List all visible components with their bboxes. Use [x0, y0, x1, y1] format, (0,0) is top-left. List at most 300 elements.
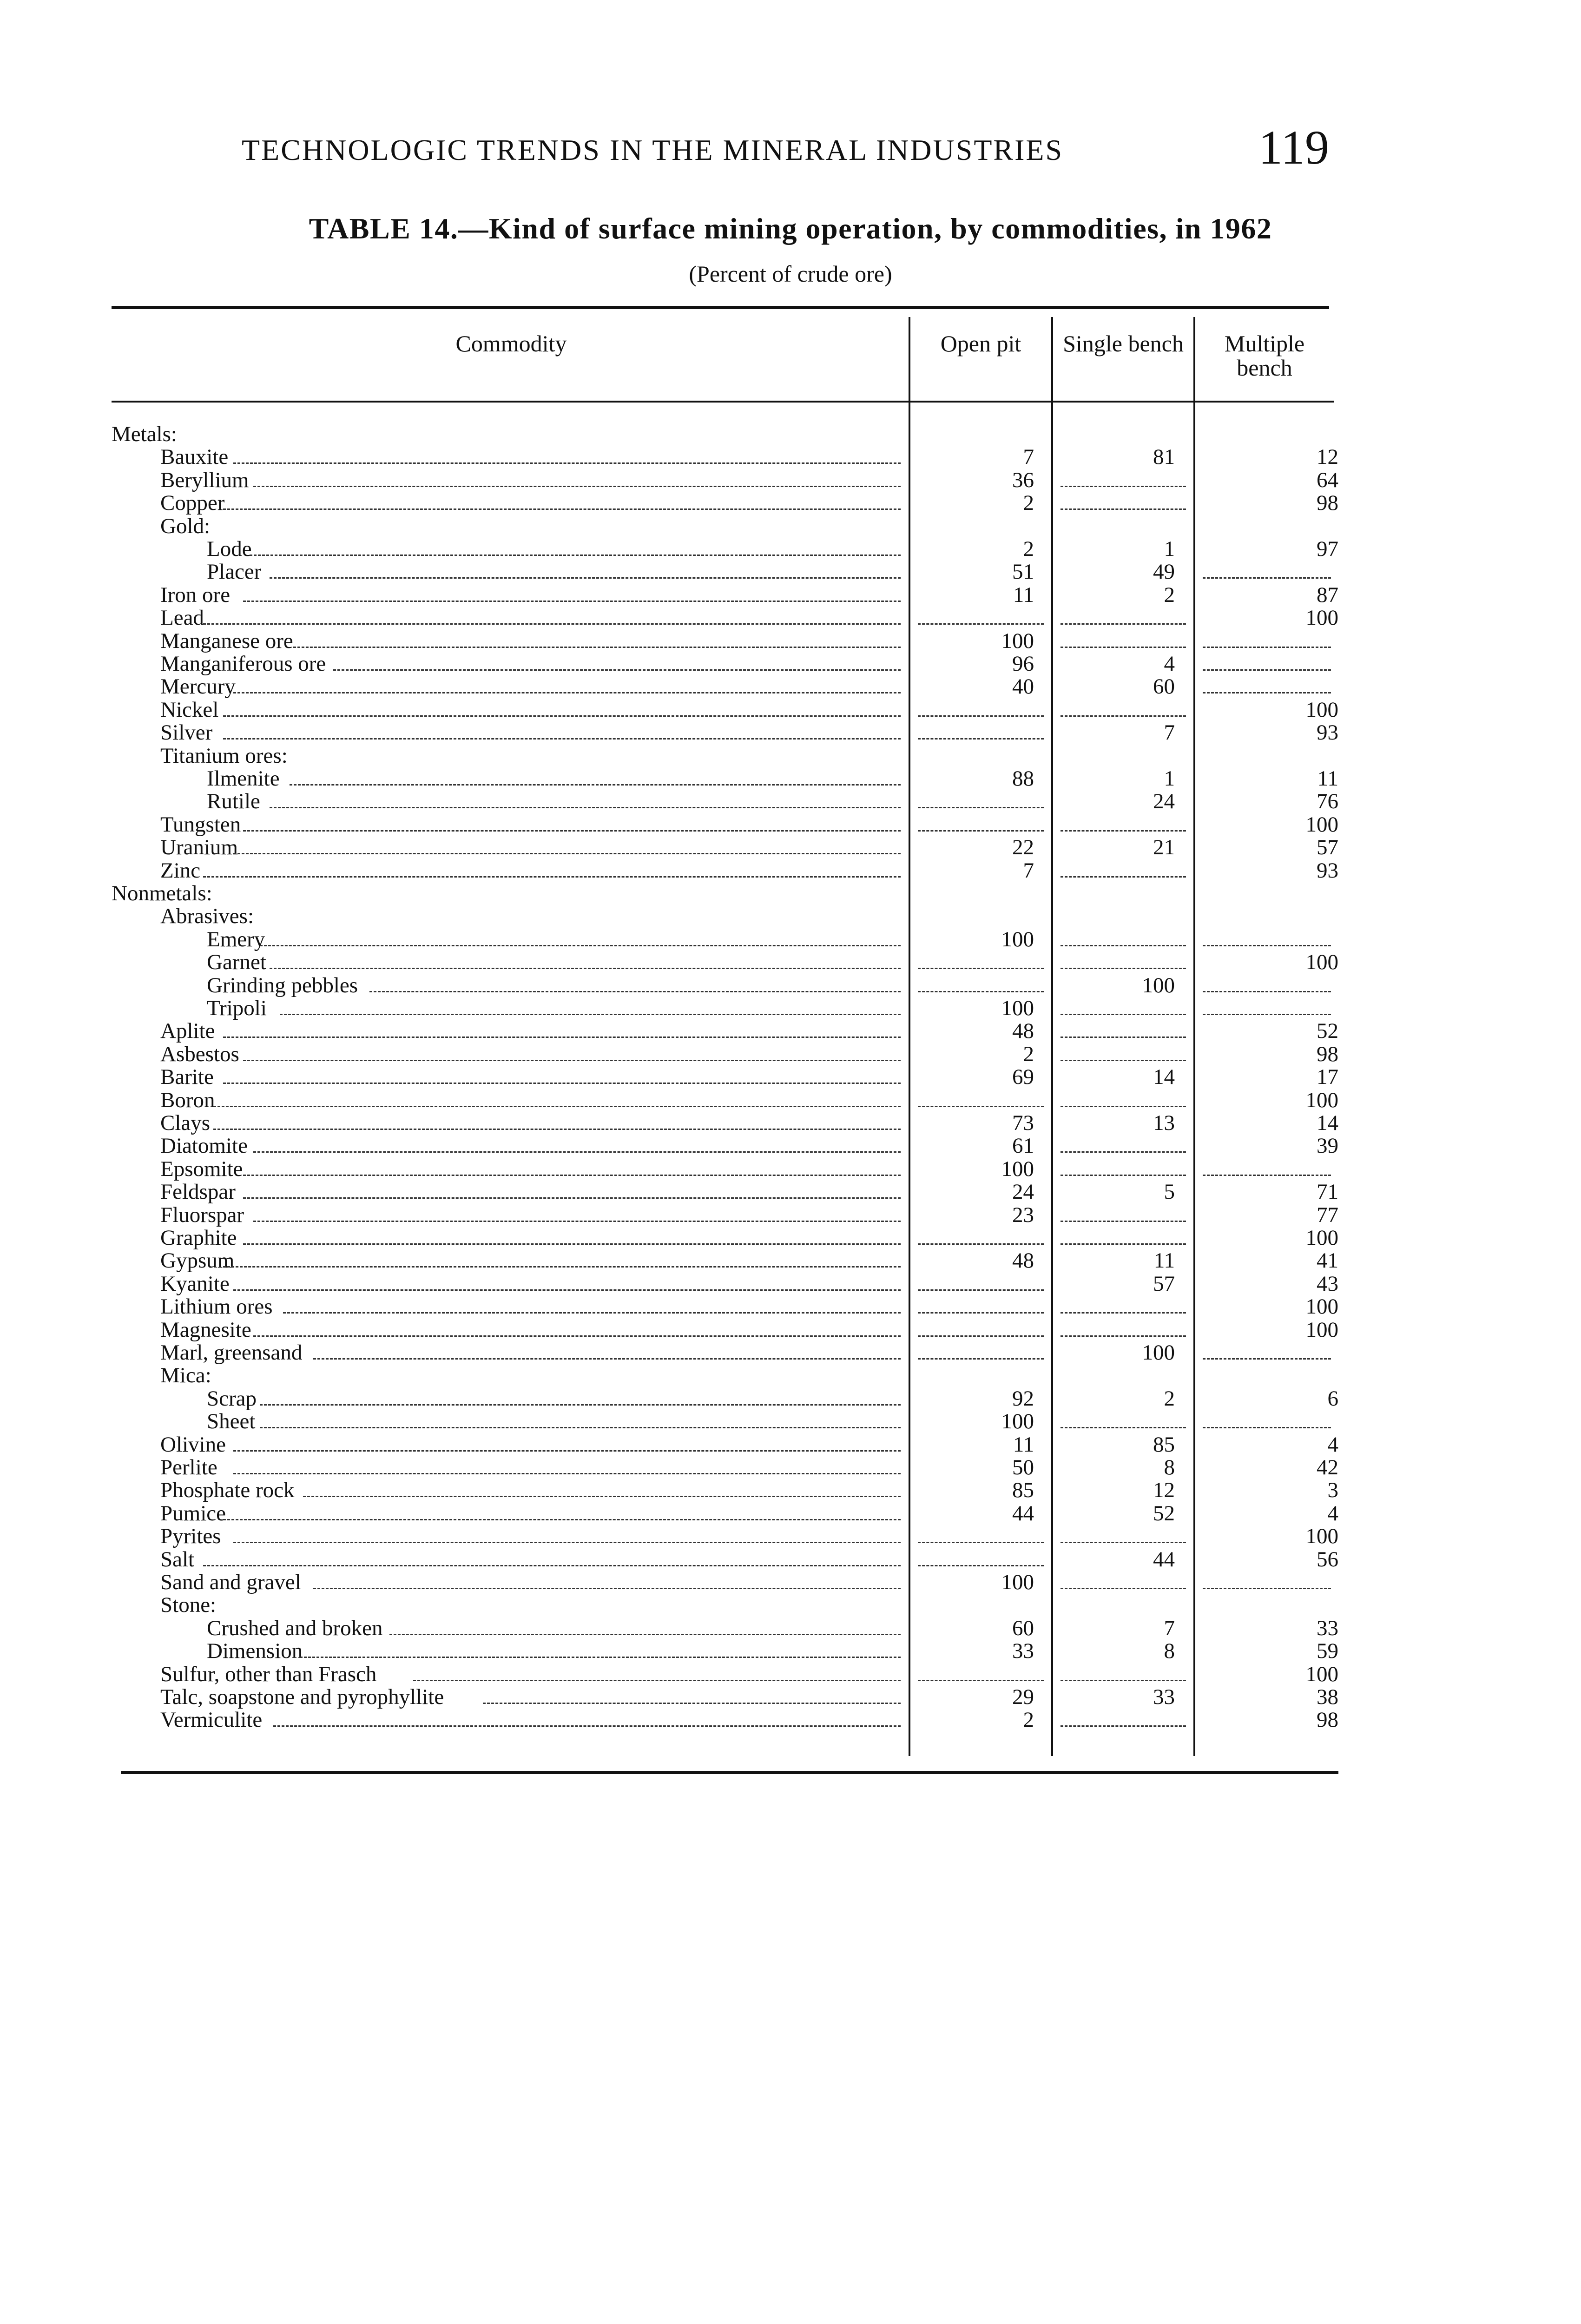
table-row — [0, 653, 1581, 675]
table-row — [0, 699, 1581, 721]
table-row — [0, 721, 1581, 744]
open-pit-cell — [910, 1640, 1051, 1663]
table-row — [0, 1204, 1581, 1227]
commodity-label: Sulfur, other than Frasch — [160, 1662, 377, 1686]
table-row — [0, 423, 1581, 446]
open-pit-cell — [910, 1158, 1051, 1181]
multiple-bench-value: 98 — [1317, 491, 1338, 515]
commodity-label: Sand and gravel — [160, 1570, 301, 1594]
empty-cell-dashes — [918, 1542, 1044, 1543]
commodity-label: Boron — [160, 1088, 215, 1112]
single-bench-cell — [1053, 1066, 1193, 1089]
multiple-bench-cell — [1195, 584, 1338, 607]
open-pit-value: 36 — [1012, 468, 1034, 492]
open-pit-cell — [910, 790, 1051, 813]
multiple-bench-value: 100 — [1305, 1317, 1338, 1342]
single-bench-cell — [1053, 1663, 1193, 1686]
multiple-bench-value: 38 — [1317, 1685, 1338, 1709]
table-row — [0, 1387, 1581, 1410]
commodity-label: Barite — [160, 1065, 214, 1089]
single-bench-cell — [1053, 561, 1193, 583]
single-bench-cell — [1053, 469, 1193, 492]
multiple-bench-value: 98 — [1317, 1042, 1338, 1066]
empty-cell-dashes — [918, 830, 1044, 832]
single-bench-cell — [1053, 699, 1193, 721]
multiple-bench-cell — [1195, 1617, 1338, 1640]
multiple-bench-value: 97 — [1317, 537, 1338, 561]
open-pit-value: 96 — [1012, 652, 1034, 676]
commodity-label: Gold: — [160, 514, 211, 538]
dot-leader — [233, 853, 901, 854]
dot-leader — [243, 1243, 901, 1245]
single-bench-value: 11 — [1153, 1248, 1175, 1273]
single-bench-cell — [1053, 859, 1193, 882]
open-pit-value: 61 — [1012, 1134, 1034, 1158]
empty-cell-dashes — [1203, 991, 1331, 992]
empty-cell-dashes — [1061, 1175, 1186, 1176]
empty-cell-dashes — [1061, 876, 1186, 878]
table-row — [0, 1502, 1581, 1525]
multiple-bench-cell — [1195, 1227, 1338, 1249]
commodity-label: Tungsten — [160, 812, 241, 837]
open-pit-cell — [910, 1227, 1051, 1249]
multiple-bench-value: 100 — [1305, 1662, 1338, 1686]
open-pit-value: 88 — [1012, 766, 1034, 791]
open-pit-cell — [910, 1387, 1051, 1410]
table-row — [0, 1709, 1581, 1731]
table-row — [0, 469, 1581, 492]
single-bench-value: 1 — [1164, 537, 1175, 561]
multiple-bench-cell — [1195, 1319, 1338, 1341]
open-pit-value: 44 — [1012, 1501, 1034, 1525]
column-header-multiple-bench: Multiple bench — [1224, 330, 1305, 381]
dot-leader — [213, 1106, 901, 1107]
open-pit-cell — [910, 699, 1051, 721]
commodity-label: Scrap — [207, 1386, 257, 1411]
dot-leader — [233, 1289, 901, 1291]
multiple-bench-value: 33 — [1317, 1616, 1338, 1640]
multiple-bench-value: 93 — [1317, 858, 1338, 883]
commodity-label: Lead — [160, 606, 204, 630]
single-bench-value: 4 — [1164, 652, 1175, 676]
multiple-bench-cell — [1195, 928, 1338, 951]
table-row — [0, 1548, 1581, 1571]
open-pit-value: 51 — [1012, 560, 1034, 584]
open-pit-cell — [910, 1617, 1051, 1640]
single-bench-cell — [1053, 1479, 1193, 1502]
empty-cell-dashes — [918, 807, 1044, 808]
multiple-bench-cell — [1195, 1273, 1338, 1295]
table-row — [0, 1410, 1581, 1433]
commodity-label: Magnesite — [160, 1317, 251, 1342]
dot-leader — [203, 1565, 901, 1566]
dot-leader — [253, 486, 901, 487]
dot-leader — [243, 1197, 901, 1199]
single-bench-cell — [1053, 721, 1193, 744]
dot-leader — [223, 1266, 901, 1268]
empty-cell-dashes — [1061, 968, 1186, 969]
dot-leader — [290, 784, 901, 786]
open-pit-value: 48 — [1012, 1248, 1034, 1273]
table-row — [0, 1617, 1581, 1640]
single-bench-cell — [1053, 928, 1193, 951]
table-row — [0, 492, 1581, 515]
open-pit-value: 100 — [1001, 1570, 1034, 1594]
empty-cell-dashes — [1061, 623, 1186, 625]
table-row — [0, 1273, 1581, 1295]
multiple-bench-cell — [1195, 1410, 1338, 1433]
empty-cell-dashes — [918, 1289, 1044, 1291]
dot-leader — [243, 830, 901, 832]
table-row — [0, 1663, 1581, 1686]
commodity-label: Dimension — [207, 1639, 303, 1664]
commodity-label: Grinding pebbles — [207, 973, 358, 997]
single-bench-value: 21 — [1153, 835, 1175, 860]
open-pit-cell — [910, 1043, 1051, 1066]
empty-cell-dashes — [1061, 1680, 1186, 1681]
multiple-bench-cell — [1195, 997, 1338, 1020]
table-row — [0, 767, 1581, 790]
open-pit-value: 85 — [1012, 1478, 1034, 1503]
commodity-label: Mercury — [160, 674, 236, 699]
open-pit-cell — [910, 1479, 1051, 1502]
table-row — [0, 745, 1581, 767]
multiple-bench-value: 11 — [1317, 766, 1338, 791]
single-bench-cell — [1053, 997, 1193, 1020]
single-bench-value: 8 — [1164, 1639, 1175, 1664]
commodity-label: Clays — [160, 1111, 211, 1135]
multiple-bench-cell — [1195, 1295, 1338, 1318]
empty-cell-dashes — [1061, 1427, 1186, 1428]
single-bench-cell — [1053, 1135, 1193, 1157]
open-pit-cell — [910, 492, 1051, 515]
dot-leader — [233, 1450, 901, 1452]
dot-leader — [250, 555, 901, 556]
empty-cell-dashes — [1203, 1588, 1331, 1589]
column-header-commodity: Commodity — [455, 330, 567, 357]
commodity-label: Beryllium — [160, 468, 249, 492]
single-bench-value: 12 — [1153, 1478, 1175, 1503]
dot-leader — [233, 692, 901, 693]
multiple-bench-cell — [1195, 1249, 1338, 1272]
open-pit-value: 92 — [1012, 1386, 1034, 1411]
single-bench-cell — [1053, 1341, 1193, 1364]
dot-leader — [213, 1129, 901, 1130]
single-bench-value: 8 — [1164, 1455, 1175, 1479]
single-bench-cell — [1053, 1617, 1193, 1640]
commodity-label: Vermiculite — [160, 1708, 263, 1732]
commodity-label: Uranium — [160, 835, 238, 860]
open-pit-cell — [910, 1502, 1051, 1525]
single-bench-value: 7 — [1164, 720, 1175, 745]
table-row — [0, 1364, 1581, 1387]
multiple-bench-value: 17 — [1317, 1065, 1338, 1089]
commodity-label: Rutile — [207, 789, 260, 814]
single-bench-value: 2 — [1164, 582, 1175, 607]
table-row — [0, 675, 1581, 698]
multiple-bench-cell — [1195, 1181, 1338, 1203]
single-bench-value: 1 — [1164, 766, 1175, 791]
open-pit-cell — [910, 721, 1051, 744]
multiple-bench-cell — [1195, 1135, 1338, 1157]
commodity-label: Graphite — [160, 1226, 237, 1250]
single-bench-cell — [1053, 492, 1193, 515]
single-bench-cell — [1053, 836, 1193, 859]
single-bench-cell — [1053, 813, 1193, 836]
commodity-label: Silver — [160, 720, 213, 745]
open-pit-value: 48 — [1012, 1019, 1034, 1043]
multiple-bench-cell — [1195, 767, 1338, 790]
empty-cell-dashes — [1061, 1725, 1186, 1727]
table-row — [0, 1295, 1581, 1318]
commodity-label: Bauxite — [160, 445, 229, 469]
open-pit-value: 2 — [1023, 537, 1034, 561]
open-pit-cell — [910, 1319, 1051, 1341]
empty-cell-dashes — [918, 1565, 1044, 1566]
multiple-bench-value: 4 — [1327, 1432, 1338, 1457]
table-row — [0, 1020, 1581, 1043]
open-pit-value: 50 — [1012, 1455, 1034, 1479]
column-header-open-pit: Open pit — [940, 330, 1021, 357]
open-pit-value: 2 — [1023, 1042, 1034, 1066]
single-bench-cell — [1053, 767, 1193, 790]
multiple-bench-cell — [1195, 859, 1338, 882]
open-pit-cell — [910, 836, 1051, 859]
multiple-bench-value: 4 — [1327, 1501, 1338, 1525]
page-number: 119 — [1258, 121, 1329, 174]
dot-leader — [223, 1519, 901, 1520]
open-pit-value: 100 — [1001, 628, 1034, 653]
table-row — [0, 1181, 1581, 1203]
open-pit-cell — [910, 1112, 1051, 1135]
empty-cell-dashes — [1061, 945, 1186, 946]
running-head — [242, 120, 1329, 176]
open-pit-cell — [910, 1249, 1051, 1272]
single-bench-value: 2 — [1164, 1386, 1175, 1411]
commodity-label: Emery — [207, 927, 265, 951]
open-pit-cell — [910, 607, 1051, 629]
single-bench-value: 33 — [1153, 1685, 1175, 1709]
single-bench-cell — [1053, 1686, 1193, 1709]
multiple-bench-value: 100 — [1305, 1294, 1338, 1319]
commodity-label: Copper — [160, 491, 225, 515]
single-bench-cell — [1053, 1640, 1193, 1663]
multiple-bench-cell — [1195, 813, 1338, 836]
commodity-label: Aplite — [160, 1019, 215, 1043]
multiple-bench-cell — [1195, 561, 1338, 583]
single-bench-cell — [1053, 1410, 1193, 1433]
open-pit-value: 33 — [1012, 1639, 1034, 1664]
table-row — [0, 1043, 1581, 1066]
empty-cell-dashes — [918, 991, 1044, 992]
commodity-label: Marl, greensand — [160, 1340, 303, 1365]
dot-leader — [389, 1634, 901, 1635]
multiple-bench-cell — [1195, 1548, 1338, 1571]
dot-leader — [233, 1542, 901, 1543]
single-bench-value: 85 — [1153, 1432, 1175, 1457]
multiple-bench-cell — [1195, 1433, 1338, 1456]
multiple-bench-cell — [1195, 1571, 1338, 1594]
empty-cell-dashes — [1203, 1014, 1331, 1015]
commodity-label: Talc, soapstone and pyrophyllite — [160, 1685, 444, 1709]
table-row — [0, 1135, 1581, 1157]
multiple-bench-value: 100 — [1305, 812, 1338, 837]
multiple-bench-value: 14 — [1317, 1111, 1338, 1135]
multiple-bench-cell — [1195, 1341, 1338, 1364]
dot-leader — [223, 508, 901, 510]
multiple-bench-cell — [1195, 1525, 1338, 1548]
table-subtitle: (Percent of crude ore) — [689, 261, 892, 287]
empty-cell-dashes — [1203, 692, 1331, 693]
empty-cell-dashes — [1061, 1588, 1186, 1589]
empty-cell-dashes — [1061, 1335, 1186, 1337]
multiple-bench-cell — [1195, 699, 1338, 721]
multiple-bench-value: 93 — [1317, 720, 1338, 745]
single-bench-cell — [1053, 1295, 1193, 1318]
dot-leader — [260, 1427, 901, 1428]
single-bench-cell — [1053, 1158, 1193, 1181]
commodity-label: Feldspar — [160, 1180, 236, 1204]
multiple-bench-value: 71 — [1317, 1180, 1338, 1204]
empty-cell-dashes — [1203, 945, 1331, 946]
single-bench-cell — [1053, 1502, 1193, 1525]
dot-leader — [413, 1680, 901, 1681]
dot-leader — [270, 807, 901, 808]
multiple-bench-value: 6 — [1327, 1386, 1338, 1411]
open-pit-cell — [910, 859, 1051, 882]
multiple-bench-value: 100 — [1305, 1524, 1338, 1549]
commodity-label: Pumice — [160, 1501, 226, 1525]
table-row — [0, 997, 1581, 1020]
single-bench-value: 14 — [1153, 1065, 1175, 1089]
commodity-label: Kyanite — [160, 1271, 230, 1296]
dot-leader — [223, 1037, 901, 1038]
commodity-label: Placer — [207, 560, 262, 584]
single-bench-value: 57 — [1153, 1271, 1175, 1296]
single-bench-cell — [1053, 446, 1193, 469]
commodity-label: Nickel — [160, 697, 219, 722]
table-bottom-rule — [121, 1771, 1338, 1774]
empty-cell-dashes — [918, 623, 1044, 625]
single-bench-cell — [1053, 1456, 1193, 1479]
open-pit-cell — [910, 1135, 1051, 1157]
header-bottom-rule — [112, 401, 1334, 403]
multiple-bench-cell — [1195, 1456, 1338, 1479]
multiple-bench-value: 3 — [1327, 1478, 1338, 1503]
running-title: TECHNOLOGIC TRENDS IN THE MINERAL INDUSTRIES — [242, 133, 1064, 166]
table-row — [0, 928, 1581, 951]
empty-cell-dashes — [1061, 647, 1186, 648]
open-pit-cell — [910, 1204, 1051, 1227]
empty-cell-dashes — [1061, 1151, 1186, 1153]
open-pit-cell — [910, 1571, 1051, 1594]
table-row — [0, 905, 1581, 928]
table-row — [0, 1249, 1581, 1272]
open-pit-cell — [910, 1456, 1051, 1479]
multiple-bench-value: 39 — [1317, 1134, 1338, 1158]
multiple-bench-value: 87 — [1317, 582, 1338, 607]
commodity-label: Stone: — [160, 1593, 217, 1618]
open-pit-value: 7 — [1023, 858, 1034, 883]
open-pit-value: 24 — [1012, 1180, 1034, 1204]
dot-leader — [253, 1221, 901, 1222]
open-pit-cell — [910, 1066, 1051, 1089]
single-bench-cell — [1053, 1709, 1193, 1731]
single-bench-value: 60 — [1153, 674, 1175, 699]
single-bench-cell — [1053, 1273, 1193, 1295]
multiple-bench-cell — [1195, 721, 1338, 744]
table-title: TABLE 14.—Kind of surface mining operation, by commodities, in 1962 — [309, 212, 1272, 245]
commodity-label: Titanium ores: — [160, 743, 288, 768]
multiple-bench-cell — [1195, 607, 1338, 629]
single-bench-cell — [1053, 1548, 1193, 1571]
open-pit-value: 2 — [1023, 491, 1034, 515]
multiple-bench-cell — [1195, 630, 1338, 653]
empty-cell-dashes — [1061, 1221, 1186, 1222]
empty-cell-dashes — [918, 715, 1044, 717]
table-row — [0, 607, 1581, 629]
open-pit-cell — [910, 1295, 1051, 1318]
empty-cell-dashes — [918, 738, 1044, 739]
dot-leader — [223, 715, 901, 717]
dot-leader — [243, 1175, 901, 1176]
multiple-bench-value: 64 — [1317, 468, 1338, 492]
commodity-label: Manganese ore — [160, 628, 293, 653]
commodity-label: Nonmetals: — [112, 881, 212, 905]
open-pit-value: 11 — [1013, 582, 1034, 607]
commodity-label: Perlite — [160, 1455, 217, 1479]
multiple-bench-value: 100 — [1305, 1226, 1338, 1250]
open-pit-value: 100 — [1001, 927, 1034, 951]
commodity-label: Garnet — [207, 950, 266, 975]
single-bench-cell — [1053, 1227, 1193, 1249]
multiple-bench-value: 100 — [1305, 697, 1338, 722]
table-row — [0, 951, 1581, 974]
multiple-bench-cell — [1195, 951, 1338, 974]
multiple-bench-cell — [1195, 790, 1338, 813]
table-row — [0, 1456, 1581, 1479]
dot-leader — [253, 1151, 901, 1153]
dot-leader — [233, 1473, 901, 1474]
empty-cell-dashes — [918, 1312, 1044, 1314]
multiple-bench-value: 12 — [1317, 445, 1338, 469]
multiple-bench-cell — [1195, 836, 1338, 859]
empty-cell-dashes — [1203, 647, 1331, 648]
open-pit-value: 7 — [1023, 445, 1034, 469]
dot-leader — [243, 601, 901, 602]
table-row — [0, 584, 1581, 607]
open-pit-value: 100 — [1001, 1156, 1034, 1181]
single-bench-cell — [1053, 607, 1193, 629]
open-pit-cell — [910, 928, 1051, 951]
commodity-label: Iron ore — [160, 582, 231, 607]
empty-cell-dashes — [918, 1243, 1044, 1245]
empty-cell-dashes — [1061, 508, 1186, 510]
multiple-bench-value: 100 — [1305, 1088, 1338, 1112]
commodity-label: Lode — [207, 537, 252, 561]
single-bench-value: 24 — [1153, 789, 1175, 814]
commodity-label: Olivine — [160, 1432, 226, 1457]
single-bench-cell — [1053, 1043, 1193, 1066]
multiple-bench-value: 98 — [1317, 1708, 1338, 1732]
open-pit-cell — [910, 561, 1051, 583]
dot-leader — [270, 968, 901, 969]
multiple-bench-cell — [1195, 1709, 1338, 1731]
table-row — [0, 974, 1581, 997]
open-pit-cell — [910, 584, 1051, 607]
open-pit-cell — [910, 997, 1051, 1020]
multiple-bench-value: 52 — [1317, 1019, 1338, 1043]
